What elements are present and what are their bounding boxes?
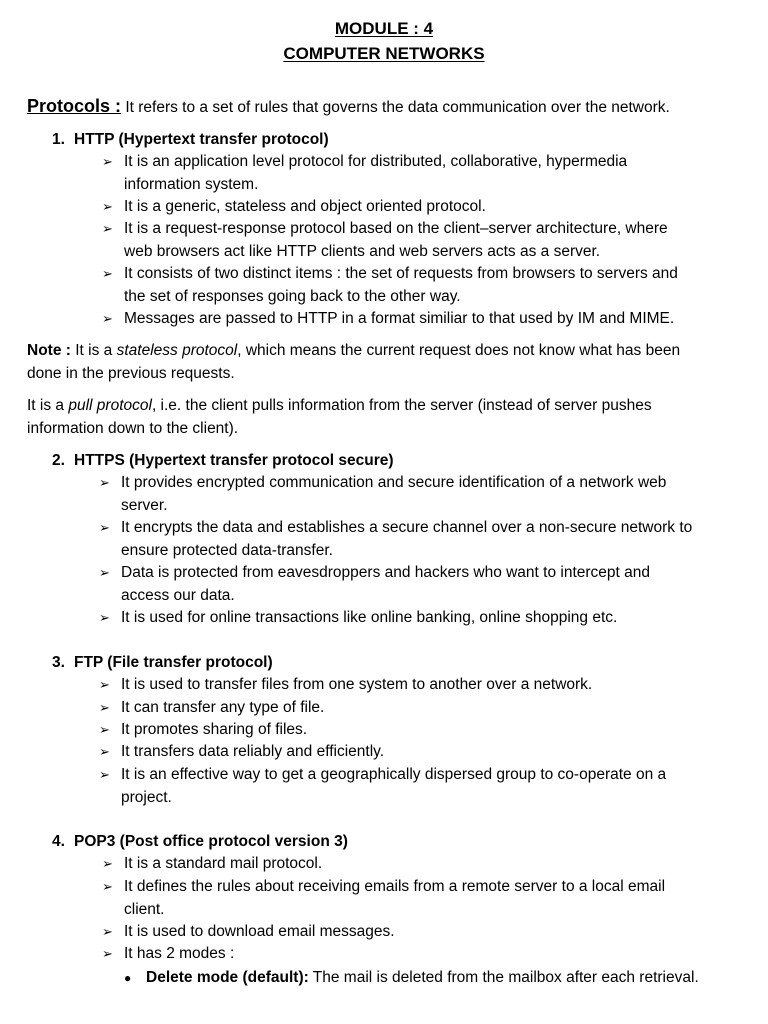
arrow-bullet-icon: ➢ [102, 154, 113, 169]
protocols-term: Protocols : [27, 96, 122, 116]
note-paragraph-continued: done in the previous requests. [27, 365, 235, 382]
pull-paragraph: It is a pull protocol, i.e. the client pulls information from the server (instead of server pushes [27, 397, 652, 414]
arrow-bullet-icon: ➢ [102, 856, 113, 871]
arrow-bullet-icon: ➢ [99, 767, 110, 782]
arrow-bullet-icon: ➢ [102, 266, 113, 281]
section-pop3-heading: 4. POP3 (Post office protocol version 3) [52, 833, 348, 850]
dot-bullet-icon: ● [124, 971, 132, 985]
section-ftp-heading: 3. FTP (File transfer protocol) [52, 654, 273, 671]
arrow-bullet-icon: ➢ [99, 677, 110, 692]
arrow-bullet-icon: ➢ [102, 221, 113, 236]
arrow-bullet-icon: ➢ [99, 520, 110, 535]
section-https-heading: 2. HTTPS (Hypertext transfer protocol secure) [52, 452, 394, 469]
arrow-bullet-icon: ➢ [99, 744, 110, 759]
arrow-bullet-icon: ➢ [102, 879, 113, 894]
arrow-bullet-icon: ➢ [99, 700, 110, 715]
arrow-bullet-icon: ➢ [102, 946, 113, 961]
note-paragraph: Note : It is a stateless protocol, which means the current request does not know what has been [27, 342, 681, 359]
section-http-heading: 1. HTTP (Hypertext transfer protocol) [52, 131, 329, 148]
arrow-bullet-icon: ➢ [99, 475, 110, 490]
document-page: MODULE : 4 COMPUTER NETWORKS Protocols : It refers to a set of rules that governs the data communication over the network. 1. HTTP (Hypertext transfer protocol) ➢ It is an application level protocol for distributed, collaborative, hypermedia information system. ➢ It is a generic, stateless and object oriented protocol. ➢ It is a request-response protocol based on the client–server architecture, where web browsers act like HTTP clients and web servers acts as a server. ➢ It consists of two distinct items : the set of requests from browsers to servers and the set of responses going back to the other way. ➢ Messages are passed to HTTP in a format similiar to that used by IM and MIME. Note : It is a stateless protocol, which means the current request does not know what has been done in the previous requests. It is a pull protocol, i.e. the client pulls information from the server (instead of server pushes information down to the client). 2. HTTPS (Hypertext transfer protocol secure) ➢ It provides encrypted communication and secure identification of a network web server. ➢ It encrypts the data and establishes a secure channel over a non-secure network to ensure protected data-transfer. ➢ Data is protected from eavesdroppers and hackers who want to intercept and access our data. ➢ It is used for online transactions like online banking, online shopping etc. 3. FTP (File transfer protocol) ➢ It is used to transfer files from one system to another over a network. ➢ It can transfer any type of file. ➢ It promotes sharing of files. ➢ It transfers data reliably and efficiently. ➢ It is an effective way to get a geographically dispersed group to co-operate on a project. 4. POP3 (Post office protocol version 3) ➢ It is a standard mail protocol. ➢ It defines the rules about receiving emails from a remote server to a local email client. ➢ It is used to download email messages. ➢ It has 2 modes : ● Delete mode (default): The mail is deleted from the mailbox after each retrieval. [0, 0, 768, 1024]
arrow-bullet-icon: ➢ [99, 610, 110, 625]
pull-paragraph-continued: information down to the client). [27, 420, 239, 437]
arrow-bullet-icon: ➢ [99, 722, 110, 737]
arrow-bullet-icon: ➢ [99, 565, 110, 580]
arrow-bullet-icon: ➢ [102, 199, 113, 214]
module-heading: MODULE : 4 [334, 19, 434, 38]
protocols-definition [27, 95, 670, 119]
arrow-bullet-icon: ➢ [102, 924, 113, 939]
protocols-definition-text: It refers to a set of rules that governs the data communication over the network. [125, 99, 670, 116]
subject-heading: COMPUTER NETWORKS [283, 44, 485, 63]
arrow-bullet-icon: ➢ [102, 311, 113, 326]
